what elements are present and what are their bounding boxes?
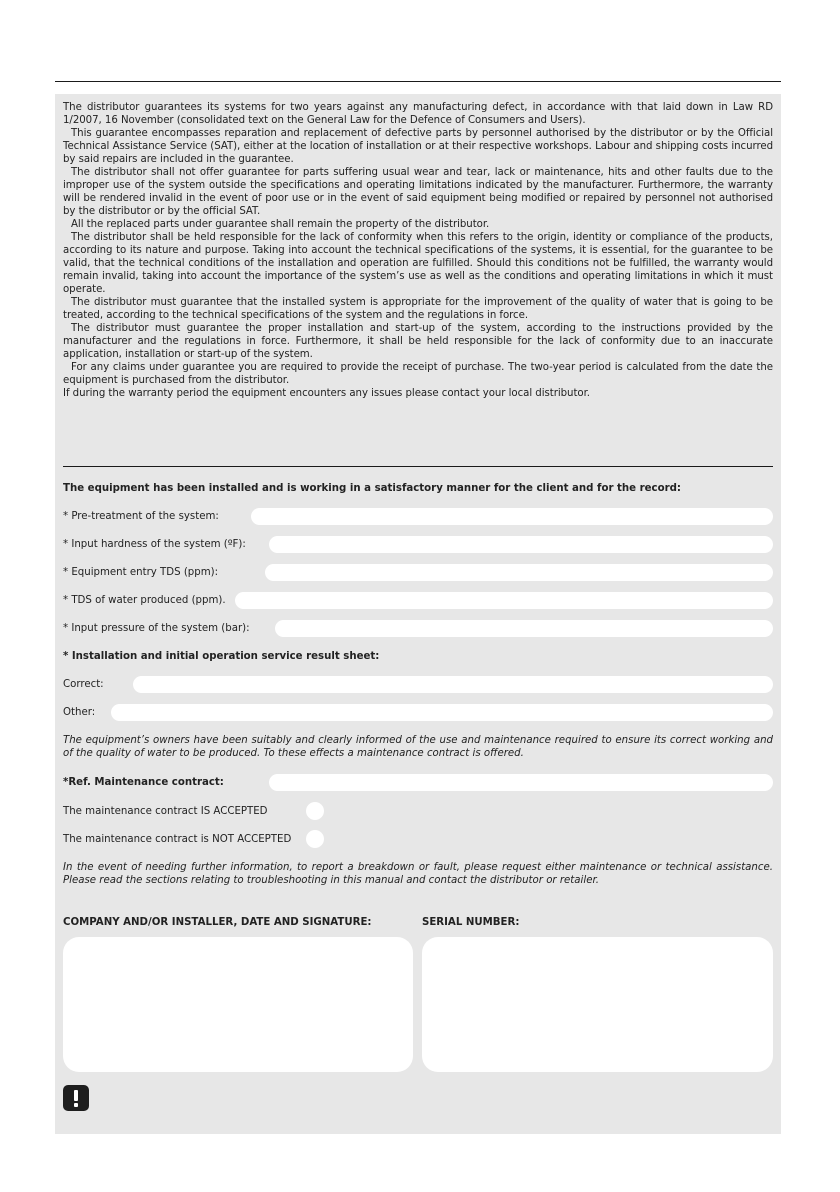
contract-accepted-radio[interactable] — [306, 802, 324, 820]
produced-tds-label: * TDS of water produced (ppm). — [63, 595, 226, 606]
pretreatment-field[interactable] — [251, 508, 773, 525]
entry-tds-field[interactable] — [265, 564, 773, 581]
serial-number-box[interactable] — [422, 937, 773, 1072]
correct-label: Correct: — [63, 679, 104, 690]
warranty-panel — [55, 94, 781, 1134]
entry-tds-label: * Equipment entry TDS (ppm): — [63, 567, 219, 578]
maintenance-ref-field[interactable] — [269, 774, 773, 791]
section-divider — [63, 466, 773, 467]
guarantee-paragraph: The distributor must guarantee that the installed system is appropriate for the improvement of the quality of water that is going to be treated, according to the technical specifications of the system and the regulations in force. — [63, 297, 773, 321]
other-label: Other: — [63, 707, 96, 718]
informed-note: The equipment’s owners have been suitably and clearly informed of the use and maintenance required to ensure its correct working and of the quality of water to be produced. To these effects a maintenance contract is offered. — [63, 735, 773, 759]
guarantee-paragraph: For any claims under guarantee you are required to provide the receipt of purchase. The two-year period is calculated from the date the equipment is purchased from the distributor. — [63, 362, 773, 386]
guarantee-paragraph: The distributor shall be held responsible for the lack of conformity when this refers to the origin, identity or compliance of the products, according to its nature and purpose. Taking into account the technical specifications of the systems, it is essential, for the guarantee to be valid, that the technical conditions of the installation and operation are fulfilled. Should this conditions not be fulfilled, the warranty would remain invalid, taking into account the importance of the system’s use as well as the conditions and operating limitations in which it must operate. — [63, 232, 773, 295]
top-divider — [55, 81, 781, 82]
guarantee-paragraph: The distributor must guarantee the proper installation and start-up of the system, according to the instructions provided by the manufacturer and the regulations in force. Furthermore, it shall be held responsible for the lack of conformity due to an inaccurate application, installation or start-up of the system. — [63, 323, 773, 360]
pressure-field[interactable] — [275, 620, 773, 637]
contract-not-accepted-label: The maintenance contract is NOT ACCEPTED — [63, 834, 292, 845]
further-info-note: In the event of needing further information, to report a breakdown or fault, please request either maintenance or technical assistance. Please read the sections relating to troubleshooting in this manual and contact the distributor or retailer. — [63, 862, 773, 886]
exclamation-warning-icon — [63, 1085, 89, 1111]
result-sheet-label: * Installation and initial operation service result sheet: — [63, 651, 380, 662]
correct-field[interactable] — [133, 676, 773, 693]
guarantee-paragraph: All the replaced parts under guarantee shall remain the property of the distributor. — [71, 219, 490, 230]
installation-intro: The equipment has been installed and is working in a satisfactory manner for the client and for the record: — [63, 483, 681, 494]
contract-accepted-label: The maintenance contract IS ACCEPTED — [63, 806, 268, 817]
guarantee-paragraph: If during the warranty period the equipment encounters any issues please contact your local distributor. — [63, 388, 590, 399]
company-signature-box[interactable] — [63, 937, 413, 1072]
pretreatment-label: * Pre-treatment of the system: — [63, 511, 219, 522]
guarantee-paragraph: The distributor shall not offer guarantee for parts suffering usual wear and tear, lack or maintenance, hits and other faults due to the improper use of the system outside the specifications and operating limitations indicated by the manufacturer. Furthermore, the warranty will be rendered invalid in the event of poor use or in the event of said equipment being modified or repaired by personnel not authorised by the distributor or by the official SAT. — [63, 167, 773, 217]
company-signature-label: COMPANY AND/OR INSTALLER, DATE AND SIGNATURE: — [63, 917, 372, 928]
hardness-field[interactable] — [269, 536, 773, 553]
guarantee-text — [63, 101, 773, 400]
maintenance-ref-label: *Ref. Maintenance contract: — [63, 777, 224, 788]
produced-tds-field[interactable] — [235, 592, 773, 609]
serial-number-label: SERIAL NUMBER: — [422, 917, 520, 928]
other-field[interactable] — [111, 704, 773, 721]
contract-not-accepted-radio[interactable] — [306, 830, 324, 848]
guarantee-paragraph: This guarantee encompasses reparation and replacement of defective parts by personnel authorised by the distributor or by the Official Technical Assistance Service (SAT), either at the location of installation or at their respective workshops. Labour and shipping costs incurred by said repairs are included in the guarantee. — [63, 128, 773, 165]
pressure-label: * Input pressure of the system (bar): — [63, 623, 250, 634]
guarantee-paragraph: The distributor guarantees its systems for two years against any manufacturing defect, in accordance with that laid down in Law RD 1/2007, 16 November (consolidated text on the General Law for the Defence of Consumers and Users). — [63, 102, 773, 126]
hardness-label: * Input hardness of the system (ºF): — [63, 539, 246, 550]
